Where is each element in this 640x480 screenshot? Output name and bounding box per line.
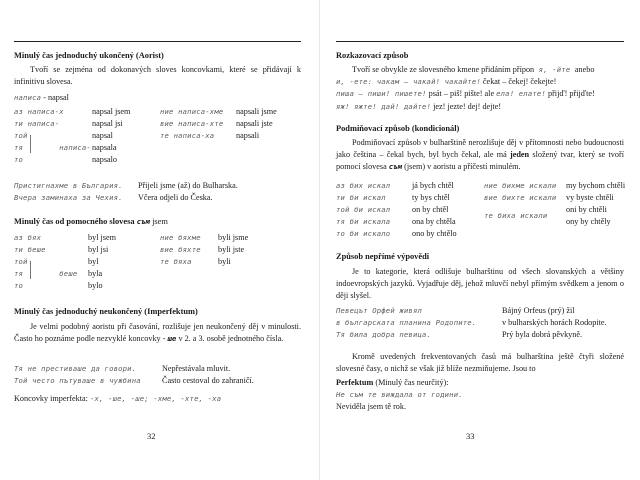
aorist-intro: Tvoří se zejména od dokonavých sloves koncovkami, které se přidávají k infinitivu slovesa. [14,65,301,87]
aux-cell: bylo [88,281,103,290]
page-number: 33 [466,431,475,441]
imperfect-text-b: v 2. a 3. osobě jednotného čísla. [176,334,284,344]
sentence-cz: Nepřestávala mluvit. [162,364,231,373]
cond-cell: vy byste chtěli [566,193,614,202]
aorist-cell: napsal jsem [92,107,131,116]
cond-cell: ти би искал [336,193,386,202]
perfect-block [336,377,626,414]
aorist-cell: аз написа-х [14,107,64,116]
imperative-line2-cyr: и, -ете: чакам – чакай! чакайте! [336,77,481,87]
reported-cz: Bájný Orfeus (prý) žil [502,306,575,315]
reported-cyr: Тя била добра певица. [336,330,432,339]
aux-cell: тя беше [14,269,78,278]
imperative-line3-cyr: пиша – пиши! пишете! [336,89,427,99]
aorist-cell: napsalo [92,155,118,164]
aux-cell: byli [218,257,231,266]
aorist-heading: Minulý čas jednoduchý ukončený (Aorist) [14,51,164,60]
cond-cell: ние бихме искали [484,181,557,190]
cond-cell: ono by chtělo [412,229,457,238]
aorist-cell: napsali jste [236,119,273,128]
aorist-cell: то [14,155,24,164]
aorist-cell: napsala [92,143,117,152]
auxiliary-heading [14,216,168,228]
conditional-p1: Podmiňovací způsob v bulharštině nerozlišuje děj v přítomnosti nebo budoucnosti jako čeština – čekal bych, byl bych čekal, ale má [336,138,624,160]
imperative-line2-cz: čekat – čekej! čekejte! [480,77,557,87]
imperative-text [336,64,626,113]
bracket [30,135,32,153]
conditional-bold: jeden [506,150,530,160]
conditional-p3: (jsem) v aoristu a příčestí minulém. [402,162,521,172]
cond-cell: аз бих искал [336,181,391,190]
right-page [320,0,640,480]
aorist-cell: napsal [92,131,113,140]
aux-cell: ние бяхме [160,233,201,242]
aux-cell: аз бях [14,233,42,242]
aux-cell: вие бяхте [160,245,201,254]
imperfect-text-a: Je velmi podobný aoristu při časování, rozlišuje jen neukončený děj v minulosti. Často ho poznáme podle nezvyklé koncovky - [14,322,301,344]
imperative-line3-cz: psát – piš! pište! ale [426,89,497,99]
reported-cyr: Певецът Орфей живял [336,306,423,315]
imperfect-text [14,321,301,345]
cond-cell: ona by chtěla [412,217,456,226]
cond-cell: on by chtěl [412,205,449,214]
perfect-note: (Minulý čas neurčitý): [373,378,449,387]
imperative-line4-cyr: яж! яжте! дай! дайте! [336,101,432,111]
reported-text: Je to kategorie, která odlišuje bulharštinu od všech slovanských a většiny indoevropských jazyků. Vyjadřuje děj, jehož mluvčí nebyl přímým svědkem a jenom o ději slyšel. [336,267,624,301]
imperative-line1-b: anebo [574,65,595,74]
auxiliary-suffix: jsem [149,217,168,226]
aorist-cell: napsali jsme [236,107,277,116]
auxiliary-table [14,232,304,294]
imperfect-endings [14,393,221,405]
conditional-table [336,180,626,242]
aorist-cell: те написа-ха [160,131,215,140]
auxiliary-heading-text: Minulý čas od pomocného slovesa [14,217,135,226]
aorist-cell: napsali [236,131,260,140]
aorist-example [14,92,69,104]
endings-label: Koncovky imperfekta: [14,394,88,403]
conditional-p2: složený tvar, který se tvoří pomocí slovesa [336,150,624,172]
sentence-cz: Včera odjeli do Česka. [138,193,213,202]
aux-cell: то [14,281,24,290]
auxiliary-verb: съм [136,217,150,226]
aux-cell: byl jsem [88,233,116,242]
reported-cz: v bulharských horách Rodopite. [502,318,607,327]
cond-cell: вие бихте искали [484,193,557,202]
imperative-line3-cyr2: ела! елате! [496,89,546,99]
aorist-cell: той [14,131,28,140]
aorist-example-cz: - napsal [41,93,69,102]
aux-cell: byli jste [218,245,245,254]
reported-cyr: в българската планина Родопите. [336,318,477,327]
aux-cell: byla [88,269,103,278]
aorist-cell: ние написа-хме [160,107,224,116]
reported-text-2: Kromě uvedených frekventovaných časů má bulharština ještě čtyři složené slovesné časy, o nichž se však již blíže nezmiňujeme. Jsou to [336,352,624,374]
aux-cell: те бяха [160,257,192,266]
conditional-text [336,137,624,174]
page-number: 32 [147,431,156,441]
imperative-line3-cz2: přijď! přijďte! [545,89,595,99]
sentence-cyr: Той често пътуваше в чужбина [14,376,141,385]
aorist-cell: napsal jsi [92,119,123,128]
cond-cell: те биха искали [484,211,548,220]
conditional-verb: съм [388,162,403,172]
endings-value: -х, -ше, -ше; -хме, -хте, -ха [89,394,222,403]
cond-cell: той би искал [336,205,391,214]
imperative-suffix: я, -йте [534,65,575,74]
conditional-heading: Podmiňovací způsob (kondicionál) [336,124,460,133]
perfect-cyr: Не съм те виждала от години. [336,390,463,400]
cond-cell: ty bys chtěl [412,193,450,202]
imperfect-heading: Minulý čas jednoduchý neukončený (Imperfektum) [14,307,198,316]
cond-cell: тя би искала [336,217,391,226]
aux-cell: ти беше [14,245,46,254]
top-rule [336,41,624,42]
aux-cell: byl jsi [88,245,109,254]
aorist-cell: вие написа-хте [160,119,224,128]
imperative-heading: Rozkazovací způsob [336,51,409,60]
perfect-label: Perfektum [336,378,374,387]
top-rule [14,41,301,42]
sentence-cyr: Пристигнахме в България. [14,181,123,190]
imperative-line4-cz: jez! jezte! dej! dejte! [431,101,502,111]
reported-heading: Způsob nepřímé výpovědi [336,252,430,261]
aorist-example-cyr: написа [14,93,42,102]
cond-cell: my bychom chtěli [566,181,626,190]
aorist-cell: тя написа- [14,143,91,152]
perfect-cz: Neviděla jsem tě rok. [336,402,407,412]
cond-cell: oni by chtěli [566,205,607,214]
cond-cell: já bych chtěl [412,181,454,190]
aux-cell: byli jsme [218,233,249,242]
reported-cz: Prý byla dobrá pěvkyně. [502,330,583,339]
bracket [30,261,32,279]
cond-cell: то би искало [336,229,391,238]
sentence-cz: Přijeli jsme (až) do Bulharska. [138,181,238,190]
sentence-cyr: Вчера заминаха за Чехия. [14,193,123,202]
aux-cell: той [14,257,28,266]
cond-cell: ony by chtěly [566,217,611,226]
sentence-cyr: Тя не престиваше да говори. [14,364,137,373]
reported-lines [336,305,626,343]
aorist-table [14,106,304,168]
aux-cell: byl [88,257,99,266]
sentence-cz: Často cestoval do zahraničí. [162,376,254,385]
imperative-line1-a: Tvoří se obvykle ze slovesného kmene přidáním přípon [352,65,535,74]
aorist-cell: ти написа- [14,119,60,128]
imperfect-ending: ше [167,334,177,344]
